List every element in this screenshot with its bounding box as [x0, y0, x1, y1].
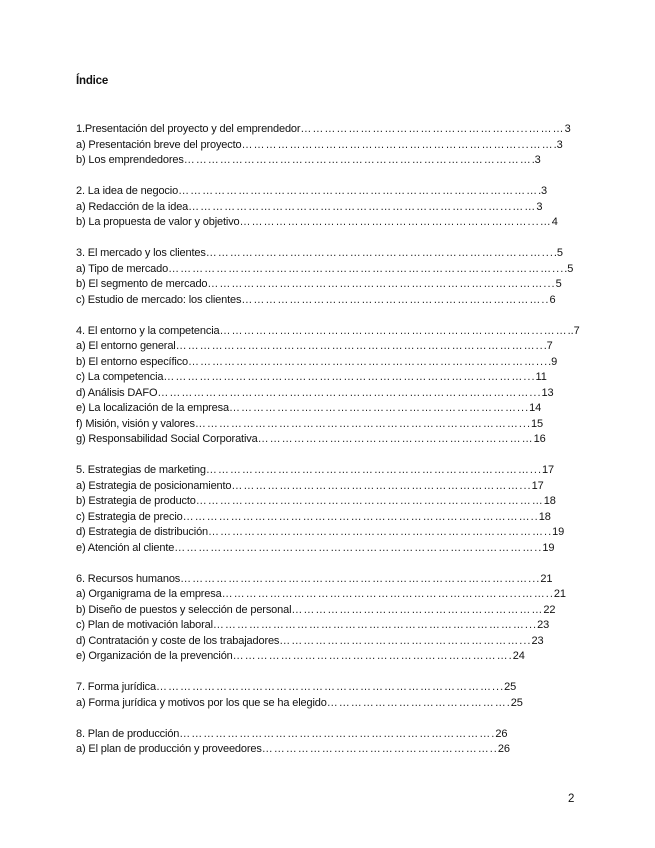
toc-entry-label: a) Redacción de la idea: [76, 200, 189, 213]
toc-entry: [76, 246, 596, 262]
toc-entry: [76, 742, 596, 758]
toc-entry-page: 17: [531, 479, 544, 492]
toc-entry: [76, 680, 596, 696]
toc-entry-page: 17: [542, 464, 555, 476]
toc-entry-leader: …………………………………………………………………………...: [207, 278, 556, 290]
toc-entry-leader: ……………………………………………………………: [257, 433, 534, 445]
index-title: Índice: [76, 75, 109, 87]
toc-entry: [76, 138, 596, 154]
toc-entry: [76, 587, 596, 603]
toc-entry-label: 8. Plan de producción: [76, 727, 180, 740]
toc-entry-leader: ………………………………………………...………: [300, 123, 565, 135]
toc-entry-label: 7. Forma jurídica: [76, 681, 156, 693]
toc-entry-leader: ……………………………………………………………………...: [212, 619, 538, 631]
toc-entry-leader: ……………………………………………………………………………………...: [168, 262, 565, 275]
toc-entry-page: 14: [529, 402, 542, 414]
toc-entry-leader: ……………………………………………………...: [279, 634, 532, 647]
toc-entry: [76, 494, 596, 510]
page-number: 2: [568, 793, 575, 805]
toc-entry: [76, 215, 596, 231]
toc-entry-leader: ………………………………………………………………...……..: [221, 588, 554, 600]
toc-entry-label: b) Diseño de puestos y selección de personal: [76, 603, 292, 616]
toc-entry-label: 4. El entorno y la competencia: [76, 324, 220, 337]
toc-entry-leader: ……………………………………………………………………………: [183, 154, 532, 166]
toc-entry-label: a) Estrategia de posicionamiento: [76, 479, 232, 492]
toc-entry-label: a) Forma jurídica y motivos por los que se ha elegido: [76, 696, 327, 709]
toc-entry: [76, 324, 596, 340]
toc-entry: [76, 432, 596, 448]
toc-entry-label: 1.Presentación del proyecto y del emprendedor: [76, 123, 301, 135]
toc-entry-label: b) La propuesta de valor y objetivo: [76, 216, 240, 228]
toc-entry: [76, 603, 596, 619]
toc-section: [76, 246, 596, 308]
toc-entry-label: c) Estudio de mercado: los clientes: [76, 293, 242, 306]
toc-entry-label: d) Contratación y coste de los trabajadores: [76, 634, 280, 647]
toc-entry-leader: ………………………………………………………………...…: [239, 216, 552, 228]
toc-entry-label: 2. La idea de negocio: [76, 185, 179, 197]
toc-entry: [76, 262, 596, 278]
toc-entry-leader: ………………………………………………………………………………...: [163, 371, 536, 383]
toc-entry-page: 25: [510, 696, 523, 709]
toc-entry-label: a) Tipo de mercado: [76, 262, 169, 275]
toc-entry-leader: ……………………………………………………………………………...: [187, 355, 549, 368]
toc-entry-label: 5. Estrategias de marketing: [76, 464, 206, 476]
toc-entry: [76, 386, 596, 402]
toc-entry-leader: ……………………………………………………………………………..: [182, 510, 539, 523]
toc-entry-label: a) Presentación breve del proyecto: [76, 138, 242, 151]
toc-entry: [76, 479, 596, 495]
toc-entry: [76, 122, 596, 138]
toc-entry-label: b) El entorno específico: [76, 355, 188, 368]
toc-entry: [76, 463, 596, 479]
toc-entry-label: b) Los emprendedores: [76, 154, 184, 166]
toc-entry-page: 4: [551, 216, 558, 228]
toc-entry-page: 23: [531, 634, 544, 647]
toc-entry: [76, 355, 596, 371]
toc-entry-page: 21: [553, 588, 566, 600]
toc-section: [76, 324, 596, 448]
toc-section: [76, 727, 596, 758]
toc-entry-leader: …………………………………………………..: [261, 743, 498, 755]
toc-entry: [76, 184, 596, 200]
toc-entry-label: b) El segmento de mercado: [76, 278, 208, 290]
toc-entry: [76, 401, 596, 417]
toc-entry-page: 23: [537, 619, 550, 631]
toc-entry: [76, 572, 596, 588]
toc-entry-leader: ……………………………………………………………………...……: [188, 200, 537, 213]
toc-entry-label: a) El entorno general: [76, 340, 176, 352]
toc-entry-leader: …………………………………………………………………..: [241, 293, 550, 306]
toc-entry-label: c) Plan de motivación laboral: [76, 619, 213, 631]
toc-entry: [76, 153, 596, 169]
toc-entry-page: 24: [512, 650, 525, 662]
toc-entry-label: 3. El mercado y los clientes: [76, 247, 206, 259]
toc-entry-page: 19: [542, 541, 555, 554]
toc-entry-leader: ………………………………………………………………………………: [178, 185, 539, 197]
toc-entry-page: 19: [552, 526, 565, 538]
toc-entry-leader: …………………………………………………………………………..: [208, 526, 553, 538]
toc-entry-label: e) Atención al cliente: [76, 541, 175, 554]
toc-entry-leader: ……………………………………………………………...……: [241, 138, 554, 151]
toc-section: [76, 122, 596, 169]
toc-entry: [76, 370, 596, 386]
toc-entry: [76, 634, 596, 650]
toc-entry-leader: ………………………………………………………………………………..: [174, 541, 543, 554]
toc-entry-page: ..7: [567, 324, 580, 337]
toc-entry: [76, 339, 596, 355]
toc-entry-leader: ………………………………………………………………………………..: [175, 340, 544, 352]
toc-entry-leader: …………………………………………………………………….: [179, 727, 496, 740]
toc-section: [76, 572, 596, 665]
toc-entry-leader: ………………………………………………………………………...: [205, 464, 543, 476]
toc-entry-page: .3: [553, 138, 563, 151]
toc-entry-page: .5: [564, 262, 574, 275]
toc-entry: [76, 618, 596, 634]
toc-entry-page: 21: [540, 572, 553, 585]
toc-entry-page: .9: [548, 355, 558, 368]
toc-section: [76, 680, 596, 711]
toc-entry-page: 26: [497, 743, 510, 755]
toc-entry-leader: ……………………………………………………………………………: [195, 495, 544, 507]
toc-entry-label: a) El plan de producción y proveedores: [76, 743, 262, 755]
toc-entry-leader: ………………………………………………………………...: [231, 479, 532, 492]
toc-entry-label: c) Estrategia de precio: [76, 510, 183, 523]
toc-entry-page: 15: [531, 417, 544, 430]
toc-entry-leader: …………………………………………………………………………...: [205, 247, 554, 259]
toc-entry: [76, 727, 596, 743]
toc-entry-label: g) Responsabilidad Social Corporativa: [76, 433, 258, 445]
toc-entry-leader: …………………………………………………………………………...: [155, 681, 505, 693]
toc-entry: [76, 417, 596, 433]
toc-entry-page: 6: [549, 293, 556, 306]
toc-entry-page: 13: [541, 386, 554, 399]
toc-entry-page: 26: [495, 727, 508, 740]
toc-entry-page: 25: [504, 681, 517, 693]
toc-entry-leader: ………………………………………………………………...: [228, 402, 530, 414]
toc-entry-page: 16: [533, 433, 546, 445]
toc-entry-page: .3: [538, 185, 548, 197]
toc-section: [76, 184, 596, 231]
toc-section: [76, 463, 596, 556]
toc-entry-page: 5: [555, 278, 562, 290]
toc-entry-page: 18: [543, 495, 556, 507]
toc-entry-leader: ……………………………………………………………………...……: [219, 324, 568, 337]
toc-entry-page: 22: [543, 603, 556, 616]
toc-entry: [76, 200, 596, 216]
toc-entry-label: 6. Recursos humanos: [76, 572, 181, 585]
toc-entry: [76, 541, 596, 557]
toc-entry-leader: ……………………………………….: [326, 696, 511, 709]
toc-entry: [76, 649, 596, 665]
toc-entry-page: .7: [543, 340, 553, 352]
toc-entry-page: 11: [535, 371, 547, 383]
toc-entry: [76, 696, 596, 712]
toc-entry-leader: ………………………………………………………………………...: [194, 417, 531, 430]
toc-entry-page: .3: [531, 154, 541, 166]
toc-entry-leader: …………………………………………………………….: [232, 650, 513, 662]
toc-entry: [76, 525, 596, 541]
toc-entry-page: 3: [536, 200, 543, 213]
toc-entry: [76, 293, 596, 309]
toc-entry-label: d) Análisis DAFO: [76, 386, 158, 399]
toc-entry-page: 3: [564, 123, 571, 135]
table-of-contents: [76, 122, 596, 758]
toc-entry-leader: …………………………………………………………………………………...: [157, 386, 542, 399]
toc-entry-page: .5: [553, 247, 563, 259]
toc-entry-leader: ……………………………………………………………………………...: [180, 572, 541, 585]
toc-entry-label: e) Organización de la prevención: [76, 650, 233, 662]
toc-entry-leader: ………………………………………………………: [291, 603, 544, 616]
toc-entry-label: a) Organigrama de la empresa: [76, 588, 222, 600]
toc-entry-label: c) La competencia: [76, 371, 164, 383]
toc-entry: [76, 510, 596, 526]
toc-entry-label: d) Estrategia de distribución: [76, 526, 209, 538]
toc-entry: [76, 277, 596, 293]
toc-entry-label: b) Estrategia de producto: [76, 495, 196, 507]
toc-entry-label: f) Misión, visión y valores: [76, 417, 195, 430]
toc-entry-label: e) La localización de la empresa: [76, 402, 229, 414]
toc-entry-page: 18: [538, 510, 551, 523]
